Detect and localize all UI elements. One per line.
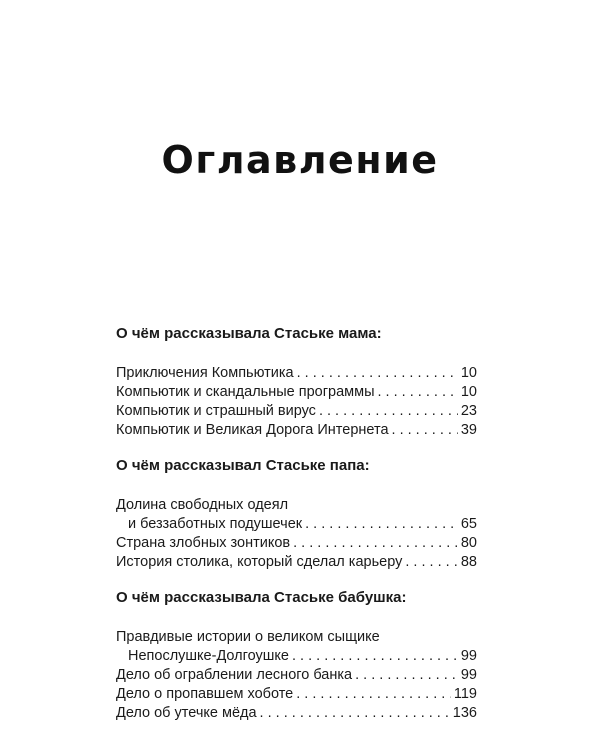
dot-leader: [297, 364, 458, 383]
toc-entry[interactable]: [116, 364, 477, 383]
dot-leader: [292, 647, 458, 666]
entry-title: Дело о пропавшем хоботе: [116, 686, 294, 702]
toc-section-papa: [116, 457, 477, 572]
dot-leader: [392, 421, 458, 440]
page-number: 39: [460, 422, 477, 438]
page-number: 80: [460, 535, 477, 551]
dot-leader: [305, 515, 458, 534]
page-number: 136: [452, 705, 477, 721]
section-heading: О чём рассказывала Стаське мама:: [116, 325, 382, 342]
page-number: 99: [460, 648, 477, 664]
dot-leader: [355, 666, 458, 685]
entry-title: История столика, который сделал карьеру: [116, 554, 403, 570]
entry-title: Компьютик и скандальные программы: [116, 384, 375, 400]
toc-section-babushka: [116, 589, 477, 723]
entry-title: Страна злобных зонтиков: [116, 535, 291, 551]
dot-leader: [319, 402, 458, 421]
dot-leader: [293, 534, 458, 553]
toc-entry[interactable]: [116, 685, 477, 704]
page-number: 10: [460, 384, 477, 400]
toc-section-mama: [116, 325, 477, 440]
dot-leader: [378, 383, 458, 402]
entry-title: Компьютик и Великая Дорога Интернета: [116, 422, 389, 438]
entry-title: и беззаботных подушечек: [128, 516, 303, 532]
dot-leader: [296, 685, 451, 704]
table-of-contents: [116, 325, 477, 740]
toc-entry[interactable]: [116, 534, 477, 553]
section-heading: О чём рассказывал Стаське папа:: [116, 457, 370, 474]
entry-title-first-line[interactable]: Правдивые истории о великом сыщике: [116, 629, 380, 645]
page-number: 88: [460, 554, 477, 570]
dot-leader: [260, 704, 450, 723]
page-number: 99: [460, 667, 477, 683]
page-title: Оглавление: [161, 138, 439, 182]
toc-entry[interactable]: [116, 704, 477, 723]
toc-entry[interactable]: [116, 553, 477, 572]
page-number: 119: [453, 686, 477, 702]
dot-leader: [405, 553, 458, 572]
toc-entry[interactable]: [116, 666, 477, 685]
page-number: 23: [460, 403, 477, 419]
toc-entry[interactable]: [116, 421, 477, 440]
page-number: 65: [460, 516, 477, 532]
section-heading: О чём рассказывала Стаське бабушка:: [116, 589, 407, 606]
entry-title: Дело об ограблении лесного банка: [116, 667, 353, 683]
toc-entry[interactable]: [116, 402, 477, 421]
entry-title: Приключения Компьютика: [116, 365, 294, 381]
page-number: 10: [460, 365, 477, 381]
toc-entry[interactable]: [116, 383, 477, 402]
toc-entry[interactable]: [116, 647, 477, 666]
entry-title: Непослушке-Долгоушке: [128, 648, 289, 664]
entry-title: Компьютик и страшный вирус: [116, 403, 316, 419]
entry-title-first-line[interactable]: Долина свободных одеял: [116, 497, 289, 513]
toc-entry[interactable]: [116, 515, 477, 534]
entry-title: Дело об утечке мёда: [116, 705, 257, 721]
